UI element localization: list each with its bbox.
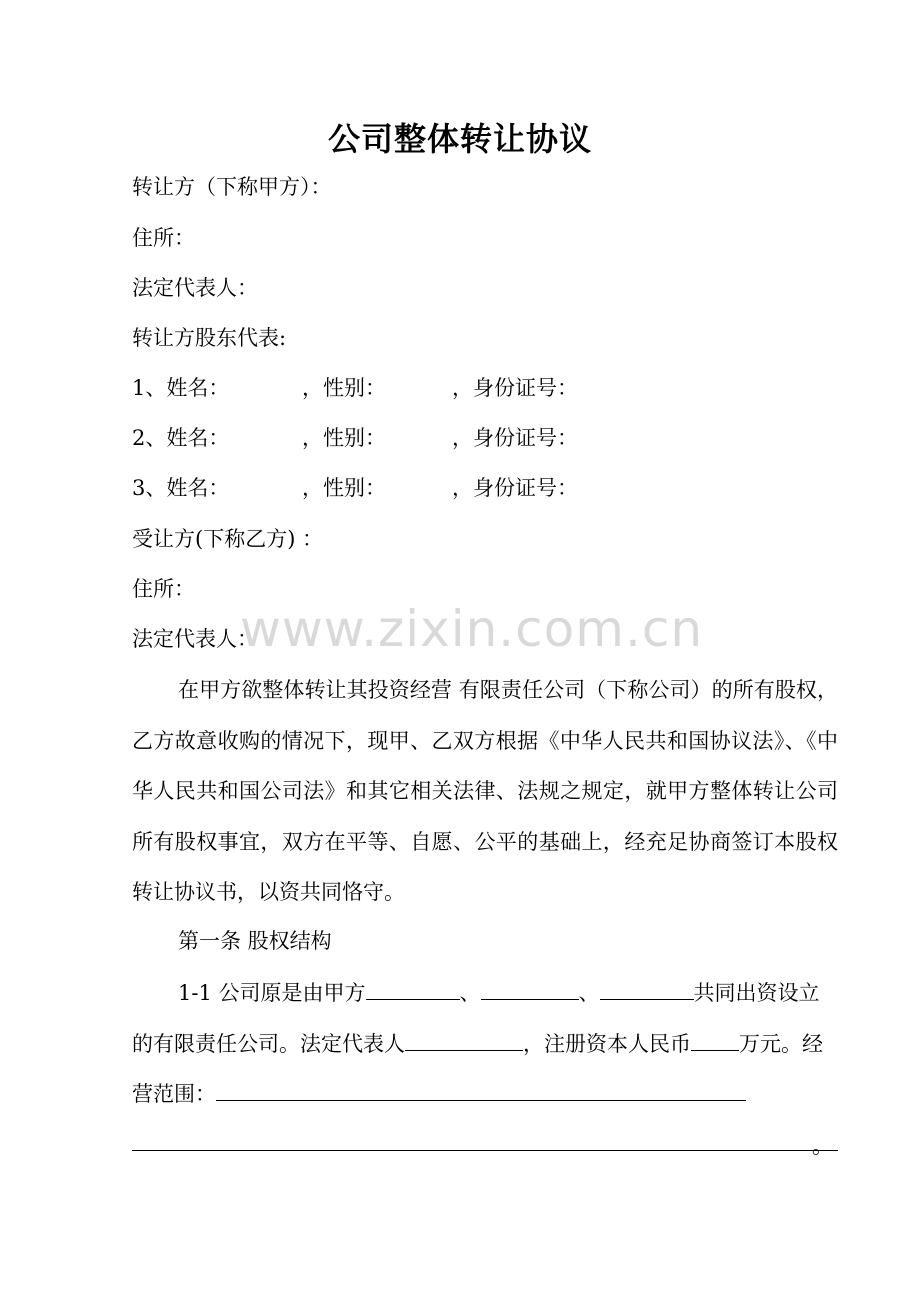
founder-1-blank[interactable]	[366, 977, 460, 1000]
separator: 、	[578, 981, 600, 1005]
separator: 、	[459, 981, 481, 1005]
clause-text: ，注册资本人民币	[523, 1031, 691, 1056]
row-id-label: ，身份证号：	[452, 476, 578, 500]
document-title: 公司整体转让协议	[327, 120, 592, 158]
transferee-label: 受让方(下称乙方) ：	[132, 527, 324, 551]
clause-text: 万元。经营范围：	[132, 1031, 823, 1106]
clause-end-mark: 。	[812, 1134, 833, 1158]
founder-2-blank[interactable]	[481, 977, 579, 1000]
row-name-label: 1、姓名：	[132, 376, 230, 400]
transferor-address: 住所：	[132, 226, 195, 250]
founder-3-blank[interactable]	[600, 977, 694, 1000]
clause-1-1	[132, 968, 838, 1120]
row-id-label: ，身份证号：	[452, 426, 578, 450]
legal-rep-blank[interactable]	[405, 1028, 523, 1051]
transferor-label: 转让方（下称甲方）：	[132, 175, 332, 199]
row-gender-label: ，性别：	[302, 376, 386, 400]
row-name-label: 3、姓名：	[132, 476, 230, 500]
transferee-legal-rep: 法定代表人：	[132, 627, 258, 651]
row-gender-label: ，性别：	[302, 426, 386, 450]
clause-text: 共同出资设立的有限责任公司。法定代表人	[132, 981, 820, 1056]
capital-blank[interactable]	[691, 1028, 739, 1051]
watermark: www.zixin.com.cn	[240, 600, 704, 658]
business-scope-blank[interactable]	[216, 1078, 746, 1101]
shareholder-reps-label: 转让方股东代表:	[132, 326, 287, 350]
transferee-address: 住所：	[132, 577, 195, 601]
row-id-label: ，身份证号：	[452, 376, 578, 400]
row-name-label: 2、姓名：	[132, 426, 230, 450]
article-1-heading: 第一条 股权结构	[178, 929, 332, 953]
preamble-paragraph: 在甲方欲整体转让其投资经营 有限责任公司（下称公司）的所有股权，乙方故意收购的情况下，现甲、乙双方根据《中华人民共和国协议法》、《中华人民共和国公司法》和其它相关法律、法规之规定，就甲方整体转让公司所有股权事宜，双方在平等、自愿、公平的基础上，经充足协商签订本股权转让协议书，以资共同恪守。	[132, 678, 838, 904]
row-gender-label: ，性别：	[302, 476, 386, 500]
business-scope-blank-line[interactable]	[132, 1150, 838, 1151]
clause-text: 1-1 公司原是由甲方	[178, 981, 366, 1005]
transferor-legal-rep: 法定代表人：	[132, 276, 258, 300]
